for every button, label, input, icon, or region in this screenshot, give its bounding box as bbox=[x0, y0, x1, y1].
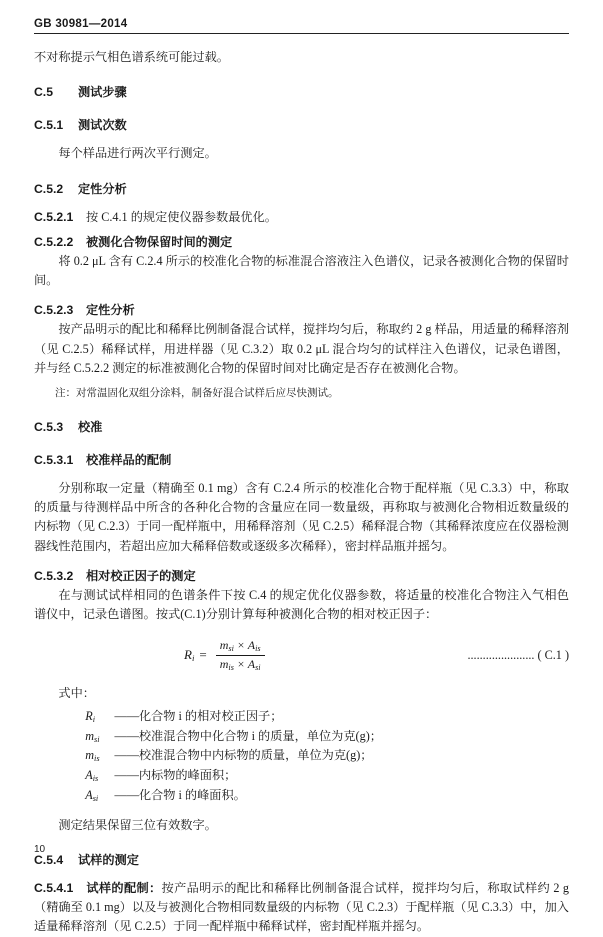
section-text-c521: 按 C.4.1 的规定使仪器参数最优化。 bbox=[86, 209, 277, 224]
section-number-c532: C.5.3.2 bbox=[34, 568, 74, 583]
paragraph-c541 bbox=[34, 879, 569, 937]
section-title-c531: 校准样品的配制 bbox=[86, 452, 172, 467]
where-label: 式中： bbox=[58, 685, 95, 700]
section-title-c53: 校准 bbox=[78, 419, 103, 434]
section-heading-c531 bbox=[34, 451, 569, 468]
definition-symbol: $R_i$ bbox=[85, 708, 95, 724]
section-title-c523: 定性分析 bbox=[86, 303, 135, 318]
section-number-c521: C.5.2.1 bbox=[34, 209, 74, 224]
definition-text: ——化合物 i 的峰面积。 bbox=[114, 787, 246, 802]
page-header: GB 30981—2014 bbox=[34, 18, 128, 30]
formula-leader-and-label: ...................... ( C.1 ) bbox=[467, 647, 569, 662]
definition-symbol: $A_{is}$ bbox=[85, 768, 99, 784]
header-rule bbox=[34, 33, 569, 34]
formula-denominator: $m_{is} \times A_{si}$ bbox=[219, 656, 261, 672]
section-heading-c52 bbox=[34, 180, 569, 197]
section-title-c522: 被测化合物保留时间的测定 bbox=[86, 234, 233, 249]
section-number-c52: C.5.2 bbox=[34, 181, 64, 196]
paragraph-c51: 每个样品进行两次平行测定。 bbox=[58, 146, 217, 161]
section-title-c51: 测试次数 bbox=[78, 118, 127, 133]
formula-expression bbox=[184, 638, 265, 671]
section-number-c54: C.5.4 bbox=[34, 852, 64, 867]
definition-item bbox=[34, 746, 569, 766]
section-heading-c54 bbox=[34, 851, 569, 868]
section-number-c53: C.5.3 bbox=[34, 419, 64, 434]
paragraph-c523: 按产品明示的配比和稀释比例制备混合试样，搅拌均匀后，称取约 2 g 样品，用适量的稀释溶剂（见 C.2.5）稀释试样，用进样器（见 C.3.2）取 0.2 μL 混合均匀的试样注入色谱仪，记录色谱图，并与经 C.5.2.2 测定的标准被测化合物的保留时间对比确定是否存在被测化合物。 bbox=[34, 322, 569, 375]
section-title-c5: 测试步骤 bbox=[78, 85, 127, 100]
intro-paragraph: 不对称提示气相色谱系统可能过载。 bbox=[34, 50, 229, 64]
paragraph-c521 bbox=[34, 208, 569, 227]
definition-text: ——内标物的峰面积； bbox=[114, 768, 237, 783]
section-title-c532: 相对校正因子的测定 bbox=[86, 568, 196, 583]
symbol-definition-list bbox=[34, 707, 569, 806]
definition-item bbox=[34, 727, 569, 747]
section-number-c522: C.5.2.2 bbox=[34, 234, 74, 249]
section-text-c541: 按产品明示的配比和稀释比例制备混合试样，搅拌均匀后，称取试样约 2 g（精确至 0.1 mg）以及与被测化合物相同数量级的内标物（见 C.2.3）于配样瓶（见 C.3.3）中，加入适量稀释溶剂（见 C.2.5）于同一配样瓶中稀释试样，密封配样瓶并摇匀。 bbox=[34, 880, 570, 934]
definition-symbol: $m_{is}$ bbox=[85, 748, 100, 764]
section-heading-c532 bbox=[34, 567, 569, 584]
section-number-c523: C.5.2.3 bbox=[34, 303, 74, 318]
section-heading-c522 bbox=[34, 233, 569, 250]
section-heading-c523 bbox=[34, 301, 569, 318]
section-number-c5: C.5 bbox=[34, 85, 53, 100]
section-title-c54: 试样的测定 bbox=[78, 852, 139, 867]
section-heading-c5 bbox=[34, 83, 569, 100]
definition-symbol: $m_{si}$ bbox=[85, 728, 100, 744]
section-number-c51: C.5.1 bbox=[34, 118, 64, 133]
formula-numerator: $m_{si} \times A_{is}$ bbox=[216, 638, 265, 655]
section-number-c541: C.5.4.1 bbox=[34, 880, 74, 895]
definition-text: ——化合物 i 的相对校正因子； bbox=[114, 708, 283, 723]
section-heading-c51 bbox=[34, 116, 569, 133]
section-heading-c53 bbox=[34, 418, 569, 435]
paragraph-c522: 将 0.2 μL 含有 C.2.4 所示的校准化合物的标准混合溶液注入色谱仪，记录各被测化合物的保留时间。 bbox=[34, 253, 569, 288]
paragraph-c532: 在与测试试样相同的色谱条件下按 C.4 的规定优化仪器参数，将适量的校准化合物注入气相色谱仪中，记录色谱图。按式(C.1)分别计算每种被测化合物的相对校正因子： bbox=[34, 587, 569, 622]
definition-symbol: $A_{si}$ bbox=[85, 787, 99, 803]
definition-text: ——校准混合物中内标物的质量，单位为克(g)； bbox=[114, 748, 373, 763]
definition-item bbox=[34, 766, 569, 786]
section-title-c52: 定性分析 bbox=[78, 181, 127, 196]
formula-c1 bbox=[34, 638, 569, 671]
section-number-c531: C.5.3.1 bbox=[34, 452, 74, 467]
formula-lhs: $R_i$ bbox=[184, 646, 195, 664]
paragraph-c531: 分别称取一定量（精确至 0.1 mg）含有 C.2.4 所示的校准化合物于配样瓶（见 C.3.3）中，称取的质量与待测样品中所含的各种化合物的含量应在同一数量级，再称取与被测化合物相近数量级的内标物（见 C.2.3）于同一配样瓶中，用稀释溶剂（见 C.2.5）稀释混合物（其稀释浓度应在仪器检测器线性范围内，若超出应加大稀释倍数或逐级多次稀释），密封样品瓶并摇匀。 bbox=[34, 480, 569, 553]
page-number: 10 bbox=[34, 844, 46, 855]
note-c523: 注：对常温固化双组分涂料，制备好混合试样后应尽快测试。 bbox=[55, 388, 339, 400]
formula-fraction bbox=[216, 638, 265, 671]
definition-text: ——校准混合物中化合物 i 的质量，单位为克(g)； bbox=[114, 728, 382, 743]
section-lead-c541: 试样的配制： bbox=[86, 880, 162, 895]
equals-sign: = bbox=[199, 647, 207, 662]
definition-item bbox=[34, 707, 569, 727]
definition-item bbox=[34, 786, 569, 806]
paragraph-c532-closing: 测定结果保留三位有效数字。 bbox=[58, 817, 217, 832]
